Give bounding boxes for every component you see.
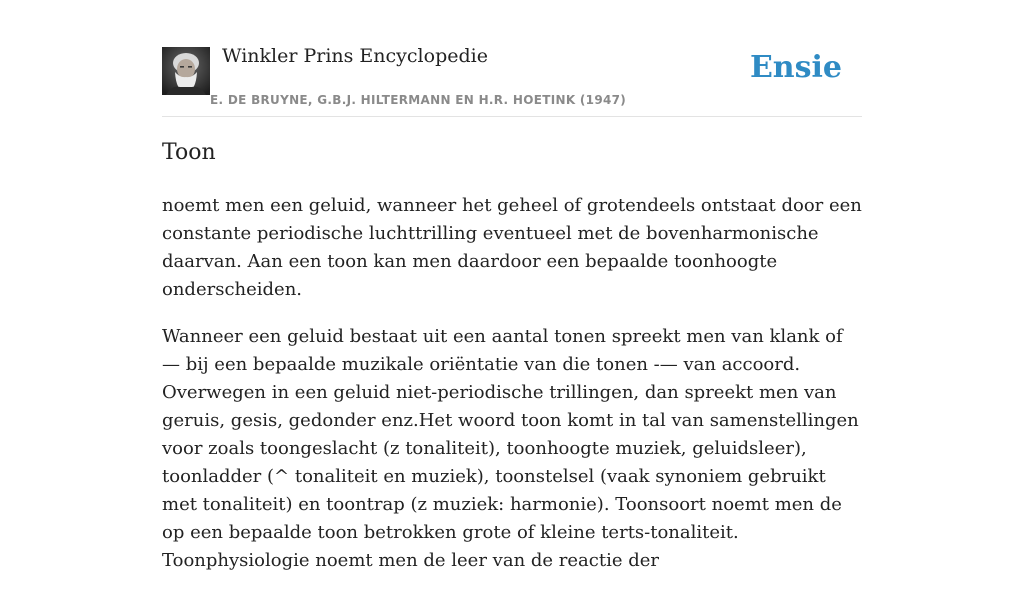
publication-title[interactable]: Winkler Prins Encyclopedie (222, 45, 488, 67)
author-portrait-icon (162, 47, 210, 95)
article-body (162, 192, 862, 594)
publication-header (162, 0, 862, 117)
content-column (162, 0, 862, 571)
brand-logo[interactable]: Ensie (749, 50, 842, 85)
publication-authors: E. DE BRUYNE, G.B.J. HILTERMANN EN H.R. HOETINK (1947) (210, 93, 627, 107)
article-paragraph: Wanneer een geluid bestaat uit een aantal tonen spreekt men van klank of — bij een bepaalde muzikale oriëntatie van die tonen -— van accoord. Overwegen in een geluid niet-periodische trillingen, dan spreekt men van geruis, gesis, gedonder enz.Het woord toon komt in tal van samenstellingen voor zoals toongeslacht (z tonaliteit), toonhoogte muziek, geluidsleer), toonladder (^ tonaliteit en muziek), toonstelsel (vaak synoniem gebruikt met tonaliteit) en toontrap (z muziek: harmonie). Toonsoort noemt men de op een bepaalde toon betrokken grote of kleine terts-tonaliteit. Toonphysiologie noemt men de leer van de reactie der (162, 326, 859, 571)
entry-title: Toon (162, 140, 216, 165)
author-avatar[interactable] (162, 47, 210, 95)
article-paragraph: noemt men een geluid, wanneer het geheel of grotendeels ontstaat door een constante periodische luchttrilling eventueel met de bovenharmonische daarvan. Aan een toon kan men daardoor een bepaalde toonhoogte onderscheiden. (162, 195, 862, 300)
